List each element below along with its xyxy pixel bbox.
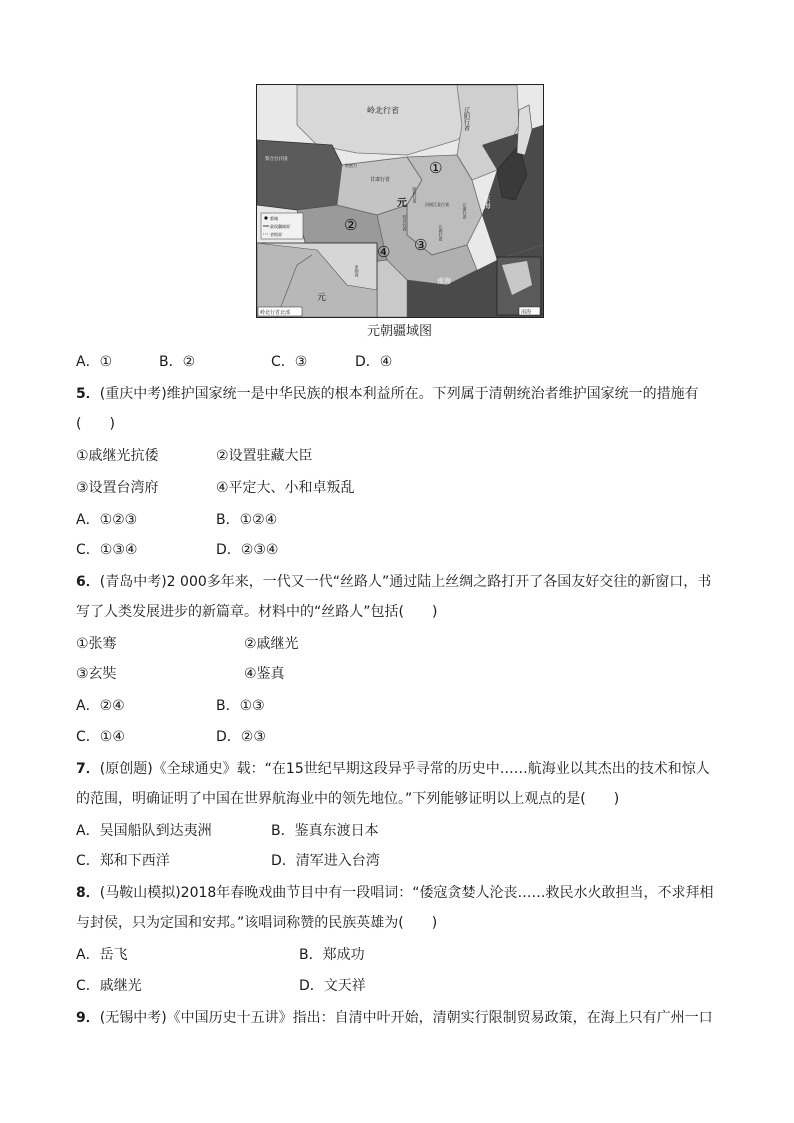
map-svg xyxy=(257,85,543,317)
q5-item-3: ③设置台湾府 xyxy=(76,480,159,496)
q5-item-4: ④平定大、小和卓叛乱 xyxy=(216,480,355,496)
q8-option-b: B．郑成功 xyxy=(299,947,365,963)
marker-1: ① xyxy=(429,159,443,177)
legend-province: 省级界 xyxy=(270,232,282,237)
q6-option-c: C．①④ xyxy=(76,729,125,745)
q5-option-a: A．①②③ xyxy=(76,512,138,528)
q6-option-a: A．②④ xyxy=(76,698,125,714)
q6-stem-1: (青岛中考)2 000多年来，一代又一代“丝路人”通过陆上丝绸之路打开了各国友好交往的新窗口，书 xyxy=(99,574,712,590)
marker-2: ② xyxy=(344,216,358,234)
q8-stem-2: 与封侯，只为定国和安邦。”该唱词称赞的民族英雄为( ) xyxy=(76,915,438,931)
q5-option-d: D．②③④ xyxy=(216,542,279,558)
q7-stem-line1 xyxy=(76,759,710,779)
q5-stem-1: (重庆中考)维护国家统一是中华民族的根本利益所在。下列属于清朝统治者维护国家统一的措施有 xyxy=(99,386,699,402)
q8-option-a: A．岳飞 xyxy=(76,947,128,963)
q8-number: 8． xyxy=(76,885,100,901)
q4-option-b: B．② xyxy=(159,354,196,370)
label-chagatai: 察合台汗国 xyxy=(265,157,288,162)
label-shaanxi: 陕西行省 xyxy=(412,187,418,203)
q4-option-d: D．④ xyxy=(355,354,393,370)
q5-stem-line1 xyxy=(76,384,699,404)
label-jiangxi: 江西行省 xyxy=(438,225,444,241)
q5-number: 5． xyxy=(76,386,100,402)
marker-3: ③ xyxy=(414,236,428,254)
q6-stem-line1 xyxy=(76,572,711,592)
label-henan: 河南江北行省 xyxy=(425,202,449,207)
q8-option-c: C．戚继光 xyxy=(76,978,142,994)
q5-stem-2: ( ) xyxy=(76,416,115,432)
marker-4: ④ xyxy=(377,243,391,261)
q9-stem-1: (无锡中考)《中国历史十五讲》指出：自清中叶开始，清朝实行限制贸易政策，在海上只有广州一口 xyxy=(99,1010,713,1026)
q7-option-d: D．清军进入台湾 xyxy=(271,853,380,869)
q8-option-d: D．文天祥 xyxy=(299,978,366,994)
q6-item-3: ③玄奘 xyxy=(76,666,117,682)
q5-option-c: C．①③④ xyxy=(76,542,138,558)
q8-stem-1: (马鞍山模拟)2018年春晚戏曲节目中有一段唱词：“倭寇贪婪人沦丧……救民水火敢担当，不求拜相 xyxy=(99,885,714,901)
q5-item-1: ①戚继光抗倭 xyxy=(76,448,159,464)
label-hali: 哈密力 xyxy=(345,163,357,168)
q6-option-d: D．②③ xyxy=(216,729,266,745)
label-lingbei: 岭北行省 xyxy=(367,106,399,115)
label-nanhai: 南海 xyxy=(437,277,451,285)
q6-item-4: ④鉴真 xyxy=(244,666,285,682)
q6-number: 6． xyxy=(76,574,100,590)
q8-stem-line1 xyxy=(76,883,714,903)
label-yuan: 元 xyxy=(397,198,407,209)
inset-left-river: 亚纳河 xyxy=(354,265,360,277)
legend-border: 政权疆域界 xyxy=(270,224,290,229)
q7-stem-2: 的范围，明确证明了中国在世界航海业中的领先地位。”下列能够证明以上观点的是( ) xyxy=(76,791,620,807)
q4-option-a: A．① xyxy=(76,354,113,370)
q6-stem-2: 写了人类发展进步的新篇章。材料中的“丝路人”包括( ) xyxy=(76,604,438,620)
q6-item-2: ②戚继光 xyxy=(244,636,299,652)
label-jiangzhe: 江浙行省 xyxy=(462,203,468,219)
label-liaoyang: 辽阳行省 xyxy=(462,107,470,131)
inset-right-title: 南海 xyxy=(521,309,532,316)
q4-option-c: C．③ xyxy=(271,354,308,370)
q7-option-a: A．吴国船队到达夷洲 xyxy=(76,823,212,839)
q9-stem-line1 xyxy=(76,1008,713,1028)
label-donghai: 东海 xyxy=(483,195,491,209)
q5-item-2: ②设置驻藏大臣 xyxy=(216,448,313,464)
inset-left-title: 岭北行省北部 xyxy=(260,310,291,316)
q7-stem-1: (原创题)《全球通史》载：“在15世纪早期这段异乎寻常的历史中……航海业以其杰出的技术和惊人 xyxy=(99,761,710,777)
q5-option-b: B．①②④ xyxy=(216,512,278,528)
q7-number: 7． xyxy=(76,761,100,777)
q7-option-c: C．郑和下西洋 xyxy=(76,853,170,869)
inset-left-yuan: 元 xyxy=(317,293,327,303)
yuan-territory-map xyxy=(256,84,544,318)
map-caption: 元朝疆域图 xyxy=(367,324,433,339)
q7-option-b: B．鉴真东渡日本 xyxy=(271,823,379,839)
legend-capital: 都城 xyxy=(270,216,278,221)
q9-number: 9． xyxy=(76,1010,100,1026)
q6-item-1: ①张骞 xyxy=(76,636,117,652)
q6-option-b: B．①③ xyxy=(216,698,265,714)
label-sichuan: 四川行省 xyxy=(402,215,408,231)
label-gansu: 甘肃行省 xyxy=(370,177,391,183)
